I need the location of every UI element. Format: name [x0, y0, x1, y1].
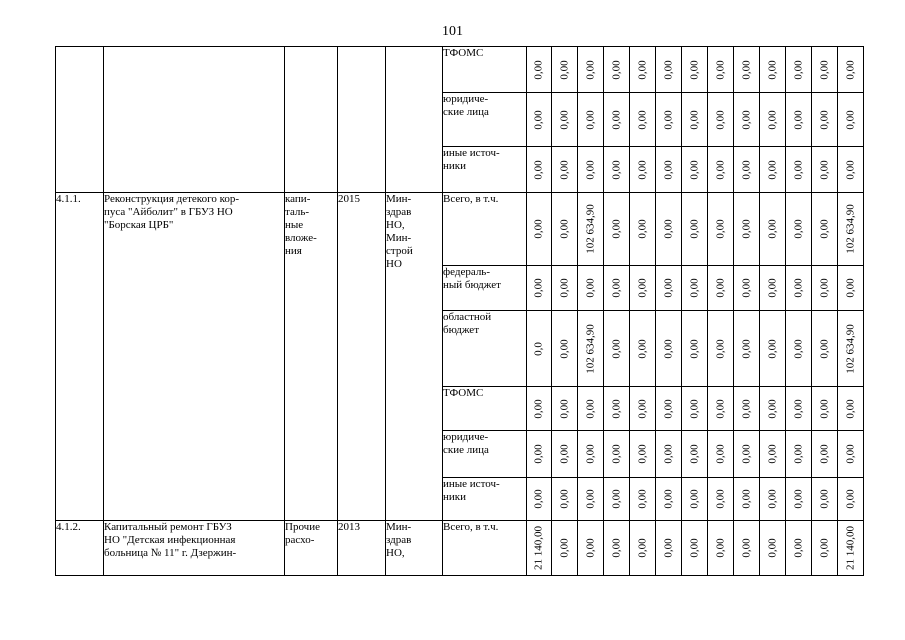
value-text: 0,00 [558, 109, 570, 130]
value-text: 0,00 [558, 159, 570, 180]
funding-source-cell: иные источ- ники [443, 147, 527, 193]
value-text: 0,00 [792, 278, 804, 298]
value-cell [708, 311, 734, 387]
value-cell [734, 521, 760, 576]
value-text: 0,00 [584, 538, 596, 558]
value-text: 0,00 [714, 278, 726, 298]
value-text: 0,00 [818, 219, 830, 239]
value-text: 0,00 [636, 338, 648, 359]
value-cell [838, 431, 864, 478]
value-cell [656, 93, 682, 147]
value-cell [786, 147, 812, 193]
value-text: 0,00 [610, 59, 622, 80]
value-text: 0,00 [636, 219, 648, 239]
value-text: 0,00 [844, 109, 856, 130]
value-cell [656, 478, 682, 521]
value-cell [552, 47, 578, 93]
value-cell [656, 387, 682, 431]
value-text: 0,00 [532, 219, 545, 239]
item-number-cell: 4.1.2. [56, 521, 104, 576]
value-text: 0,00 [792, 59, 804, 80]
value-text: 0,00 [584, 444, 596, 464]
value-text: 0,00 [740, 59, 752, 80]
value-cell [838, 147, 864, 193]
value-text: 0,00 [662, 398, 674, 419]
value-cell [838, 521, 864, 576]
value-text: 0,00 [844, 444, 856, 464]
year-cell: 2013 [338, 521, 386, 576]
expense-type-cell: капи- таль- ные вложе- ния [285, 193, 338, 521]
value-cell [578, 47, 604, 93]
value-cell [812, 147, 838, 193]
value-cell [708, 478, 734, 521]
value-text: 0,00 [714, 338, 726, 359]
funding-source-cell: иные источ- ники [443, 478, 527, 521]
value-cell [604, 521, 630, 576]
value-cell [527, 147, 552, 193]
value-text: 21 140,00 [844, 526, 856, 570]
value-text: 0,00 [662, 338, 674, 359]
funding-source-cell: областной бюджет [443, 311, 527, 387]
value-cell [708, 193, 734, 266]
value-text: 0,00 [792, 109, 804, 130]
value-text: 0,00 [558, 219, 570, 239]
value-cell [630, 521, 656, 576]
value-cell [786, 478, 812, 521]
value-text: 0,00 [844, 278, 856, 298]
value-text: 21 140,00 [532, 526, 545, 570]
value-cell [760, 431, 786, 478]
value-cell [630, 431, 656, 478]
value-text: 0,00 [558, 398, 570, 419]
value-text: 0,00 [688, 109, 700, 130]
value-text: 0,00 [610, 278, 622, 298]
value-cell [682, 521, 708, 576]
value-text: 0,00 [610, 489, 622, 509]
value-text: 0,00 [532, 278, 545, 298]
value-cell [656, 47, 682, 93]
value-cell [604, 93, 630, 147]
value-text: 0,00 [844, 489, 856, 509]
funding-source-cell: юридиче- ские лица [443, 431, 527, 478]
value-text: 0,00 [532, 59, 545, 80]
value-text: 0,00 [662, 538, 674, 558]
value-text: 0,00 [714, 159, 726, 180]
executor-cell: Мин- здрав НО, [386, 521, 443, 576]
value-cell [838, 93, 864, 147]
value-text: 0,00 [584, 59, 596, 80]
value-text: 0,00 [610, 538, 622, 558]
value-cell [604, 431, 630, 478]
value-text: 0,00 [740, 338, 752, 359]
value-cell [578, 387, 604, 431]
value-text: 0,00 [844, 159, 856, 180]
value-cell [552, 193, 578, 266]
value-text: 0,00 [636, 538, 648, 558]
funding-source-cell: юридиче- ские лица [443, 93, 527, 147]
funding-source-cell: Всего, в т.ч. [443, 521, 527, 576]
value-cell [552, 478, 578, 521]
expense-type-cell [285, 47, 338, 193]
value-cell [578, 147, 604, 193]
value-text: 0,00 [558, 444, 570, 464]
funding-source-cell: федераль- ный бюджет [443, 266, 527, 311]
value-text: 0,00 [766, 159, 778, 180]
value-text: 0,00 [740, 159, 752, 180]
value-cell [552, 387, 578, 431]
value-cell [786, 387, 812, 431]
value-text: 0,00 [610, 338, 622, 359]
value-text: 0,00 [532, 489, 545, 509]
value-text: 0,00 [818, 159, 830, 180]
value-text: 0,00 [584, 398, 596, 419]
value-text: 0,00 [610, 219, 622, 239]
value-cell [708, 147, 734, 193]
value-text: 0,00 [662, 219, 674, 239]
value-text: 0,00 [532, 159, 545, 180]
value-text: 0,00 [532, 444, 545, 464]
value-cell [786, 93, 812, 147]
value-cell [838, 193, 864, 266]
value-text: 0,00 [610, 159, 622, 180]
value-text: 0,00 [558, 489, 570, 509]
value-cell [682, 266, 708, 311]
value-cell [604, 311, 630, 387]
value-text: 0,00 [792, 538, 804, 558]
value-cell [760, 93, 786, 147]
value-cell [734, 311, 760, 387]
value-cell [760, 47, 786, 93]
executor-cell: Мин- здрав НО, Мин- строй НО [386, 193, 443, 521]
value-cell [656, 266, 682, 311]
value-cell [630, 193, 656, 266]
value-text: 0,00 [558, 278, 570, 298]
expense-type-cell: Прочие расхо- [285, 521, 338, 576]
value-cell [656, 147, 682, 193]
value-text: 0,00 [558, 59, 570, 80]
value-text: 0,00 [766, 338, 778, 359]
value-text: 0,00 [662, 278, 674, 298]
value-cell [682, 147, 708, 193]
year-cell [338, 47, 386, 193]
item-name-cell [104, 47, 285, 193]
value-cell [734, 147, 760, 193]
value-text: 0,00 [610, 109, 622, 130]
value-text: 0,00 [584, 489, 596, 509]
value-cell [604, 47, 630, 93]
value-text: 0,00 [792, 398, 804, 419]
value-text: 0,00 [792, 444, 804, 464]
value-cell [734, 193, 760, 266]
value-cell [630, 478, 656, 521]
value-cell [552, 311, 578, 387]
value-cell [708, 521, 734, 576]
value-text: 0,00 [688, 59, 700, 80]
value-cell [786, 311, 812, 387]
table-row [56, 521, 864, 576]
value-text: 0,0 [532, 341, 545, 356]
value-cell [812, 47, 838, 93]
value-cell [604, 266, 630, 311]
value-cell [604, 478, 630, 521]
value-cell [812, 431, 838, 478]
value-cell [838, 311, 864, 387]
value-text: 0,00 [844, 59, 856, 80]
value-text: 0,00 [818, 338, 830, 359]
value-cell [812, 266, 838, 311]
value-text: 0,00 [610, 398, 622, 419]
value-text: 0,00 [740, 538, 752, 558]
value-cell [527, 311, 552, 387]
value-cell [734, 431, 760, 478]
value-cell [812, 478, 838, 521]
value-text: 0,00 [818, 278, 830, 298]
value-text: 0,00 [766, 109, 778, 130]
value-text: 0,00 [688, 338, 700, 359]
value-cell [682, 311, 708, 387]
value-cell [708, 93, 734, 147]
value-text: 0,00 [636, 398, 648, 419]
value-cell [578, 93, 604, 147]
value-text: 0,00 [766, 398, 778, 419]
value-text: 0,00 [818, 444, 830, 464]
value-cell [552, 93, 578, 147]
value-cell [552, 147, 578, 193]
budget-table [55, 46, 864, 576]
value-cell [527, 387, 552, 431]
value-text: 0,00 [740, 278, 752, 298]
value-text: 0,00 [766, 278, 778, 298]
value-text: 0,00 [766, 538, 778, 558]
value-text: 0,00 [532, 398, 545, 419]
value-text: 0,00 [636, 109, 648, 130]
value-cell [786, 193, 812, 266]
value-text: 0,00 [844, 398, 856, 419]
value-cell [812, 521, 838, 576]
value-cell [682, 478, 708, 521]
executor-cell [386, 47, 443, 193]
value-text: 0,00 [714, 219, 726, 239]
value-cell [708, 266, 734, 311]
value-text: 0,00 [610, 444, 622, 464]
value-cell [656, 431, 682, 478]
value-text: 0,00 [558, 338, 570, 359]
value-cell [760, 521, 786, 576]
value-text: 0,00 [818, 59, 830, 80]
value-text: 0,00 [636, 444, 648, 464]
item-name-cell: Капитальный ремонт ГБУЗ НО "Детская инфекционная больница № 11" г. Дзержин- [104, 521, 285, 576]
value-text: 0,00 [558, 538, 570, 558]
value-text: 0,00 [584, 109, 596, 130]
value-cell [708, 431, 734, 478]
value-text: 0,00 [688, 489, 700, 509]
value-cell [527, 431, 552, 478]
value-text: 102 634,90 [844, 204, 856, 254]
value-text: 0,00 [818, 538, 830, 558]
funding-source-cell: ТФОМС [443, 47, 527, 93]
value-text: 0,00 [532, 109, 545, 130]
value-text: 0,00 [740, 109, 752, 130]
item-name-cell: Реконструкция детекого кор- пуса "Айболит" в ГБУЗ НО "Борская ЦРБ" [104, 193, 285, 521]
value-cell [682, 47, 708, 93]
value-cell [760, 193, 786, 266]
value-cell [630, 93, 656, 147]
value-text: 0,00 [714, 59, 726, 80]
table-row [56, 47, 864, 93]
value-text: 0,00 [662, 59, 674, 80]
value-cell [760, 266, 786, 311]
value-cell [838, 47, 864, 93]
value-cell [604, 387, 630, 431]
item-number-cell: 4.1.1. [56, 193, 104, 521]
value-text: 0,00 [688, 398, 700, 419]
value-text: 0,00 [714, 109, 726, 130]
value-cell [812, 193, 838, 266]
value-cell [552, 266, 578, 311]
value-text: 0,00 [662, 489, 674, 509]
value-cell [656, 521, 682, 576]
value-cell [812, 311, 838, 387]
value-cell [682, 387, 708, 431]
value-cell [838, 266, 864, 311]
value-cell [527, 521, 552, 576]
value-text: 0,00 [714, 489, 726, 509]
value-text: 0,00 [636, 159, 648, 180]
value-text: 0,00 [662, 109, 674, 130]
value-text: 0,00 [766, 489, 778, 509]
value-text: 0,00 [766, 444, 778, 464]
value-text: 0,00 [584, 159, 596, 180]
value-text: 0,00 [766, 219, 778, 239]
value-text: 0,00 [740, 398, 752, 419]
value-text: 102 634,90 [584, 204, 596, 254]
value-text: 102 634,90 [584, 323, 596, 374]
value-cell [838, 478, 864, 521]
value-cell [630, 311, 656, 387]
value-text: 0,00 [636, 59, 648, 80]
value-text: 0,00 [688, 538, 700, 558]
value-text: 0,00 [818, 398, 830, 419]
value-cell [760, 311, 786, 387]
value-cell [630, 266, 656, 311]
value-cell [527, 266, 552, 311]
value-text: 0,00 [766, 59, 778, 80]
page-number: 101 [442, 24, 463, 39]
value-cell [682, 193, 708, 266]
value-text: 0,00 [740, 489, 752, 509]
value-cell [786, 521, 812, 576]
value-cell [838, 387, 864, 431]
value-text: 0,00 [792, 338, 804, 359]
value-text: 0,00 [818, 489, 830, 509]
value-text: 0,00 [688, 159, 700, 180]
value-cell [578, 521, 604, 576]
value-cell [682, 93, 708, 147]
value-text: 0,00 [818, 109, 830, 130]
value-text: 102 634,90 [844, 323, 856, 374]
value-text: 0,00 [714, 444, 726, 464]
value-cell [708, 47, 734, 93]
value-cell [760, 147, 786, 193]
value-cell [708, 387, 734, 431]
value-cell [630, 147, 656, 193]
value-cell [734, 47, 760, 93]
value-cell [578, 431, 604, 478]
value-text: 0,00 [662, 444, 674, 464]
value-cell [734, 387, 760, 431]
value-cell [786, 431, 812, 478]
value-cell [656, 193, 682, 266]
value-text: 0,00 [636, 489, 648, 509]
value-cell [604, 193, 630, 266]
value-text: 0,00 [792, 489, 804, 509]
value-cell [604, 147, 630, 193]
value-cell [734, 266, 760, 311]
value-text: 0,00 [688, 219, 700, 239]
value-cell [578, 193, 604, 266]
value-text: 0,00 [714, 538, 726, 558]
value-cell [527, 93, 552, 147]
value-cell [552, 521, 578, 576]
value-text: 0,00 [740, 444, 752, 464]
value-cell [578, 478, 604, 521]
funding-source-cell: ТФОМС [443, 387, 527, 431]
funding-source-cell: Всего, в т.ч. [443, 193, 527, 266]
table-row [56, 193, 864, 266]
value-cell [786, 266, 812, 311]
value-cell [630, 47, 656, 93]
value-cell [812, 93, 838, 147]
value-text: 0,00 [688, 278, 700, 298]
value-cell [578, 311, 604, 387]
value-text: 0,00 [636, 278, 648, 298]
value-cell [527, 47, 552, 93]
value-cell [734, 93, 760, 147]
value-cell [812, 387, 838, 431]
value-cell [527, 193, 552, 266]
value-text: 0,00 [714, 398, 726, 419]
value-text: 0,00 [792, 159, 804, 180]
value-cell [656, 311, 682, 387]
value-cell [578, 266, 604, 311]
value-cell [630, 387, 656, 431]
value-cell [682, 431, 708, 478]
value-cell [760, 387, 786, 431]
value-cell [527, 478, 552, 521]
value-cell [552, 431, 578, 478]
value-text: 0,00 [584, 278, 596, 298]
value-text: 0,00 [740, 219, 752, 239]
value-text: 0,00 [662, 159, 674, 180]
year-cell: 2015 [338, 193, 386, 521]
value-text: 0,00 [688, 444, 700, 464]
value-cell [786, 47, 812, 93]
value-cell [734, 478, 760, 521]
value-text: 0,00 [792, 219, 804, 239]
item-number-cell [56, 47, 104, 193]
value-cell [760, 478, 786, 521]
